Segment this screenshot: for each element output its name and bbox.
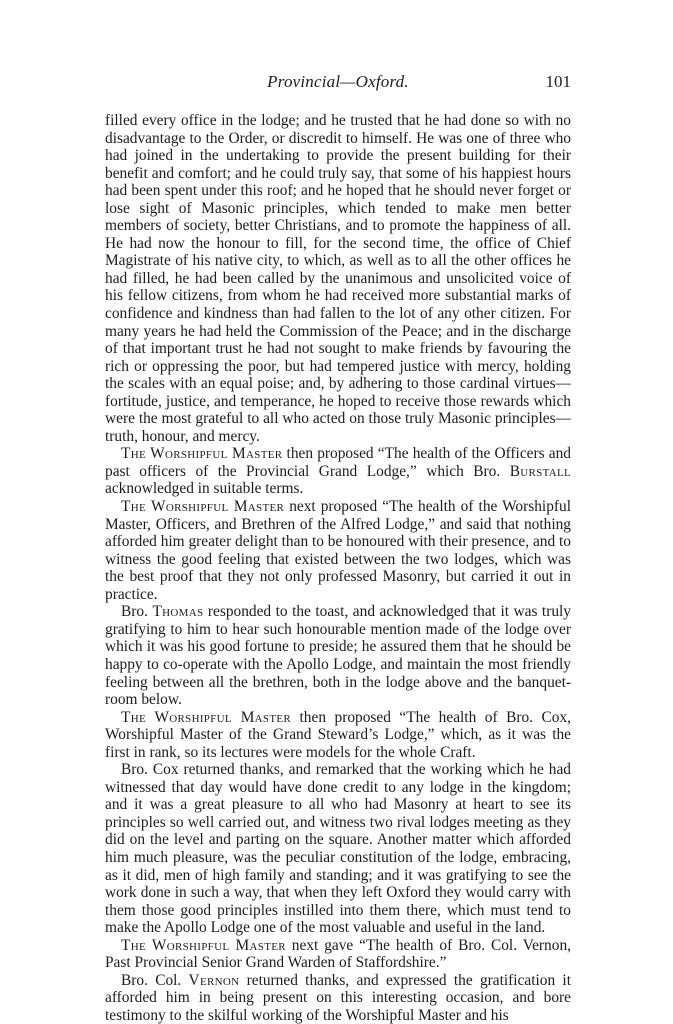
- page-number: 101: [545, 72, 571, 91]
- paragraph-lead: Bro. Col.: [121, 971, 189, 989]
- body-text: [105, 112, 571, 1024]
- paragraph-toast-col-vernon: [105, 937, 571, 972]
- paragraph-text: responded to the toast, and acknowledged that it was truly gratifying to him to hear such honourable mention made of the lodge over which it was his good fortune to preside; he assured them that he should be happy to co-operate with the Apollo Lodge, and maintain the most friendly feeling between all the brethren, both in the lodge above and the banquet-room below.: [105, 603, 571, 709]
- paragraph-vernon-response: [105, 972, 571, 1024]
- speaker-title: The Worshipful Master: [121, 498, 285, 516]
- paragraph-continued-speech: [105, 112, 571, 445]
- paragraph-toast-alfred-lodge: [105, 498, 571, 603]
- speaker-title: The Worshipful Master: [121, 708, 292, 726]
- paragraph-text: returned thanks, and expressed the gratification it afforded him in being present on this interesting occasion, and bore testimony to the skilful working of the Worshipful Master and his: [105, 971, 571, 1024]
- paragraph-text: next proposed “The health of the Worshipful Master, Officers, and Brethren of the Alfred Lodge,” and said that nothing afforded him greater delight than to be honoured with their presence, and to witness the good feeling that existed between the two lodges, which was the best proof that they not only professed Masonry, but carried it out in practice.: [105, 498, 571, 603]
- paragraph-text: then proposed “The health of the Officers and past officers of the Provincial Grand Lodge,” which Bro.: [105, 445, 571, 480]
- running-title: Provincial—Oxford.: [267, 72, 409, 91]
- paragraph-cox-response: [105, 761, 571, 936]
- speaker-title: The Worshipful Master: [121, 936, 286, 954]
- paragraph-toast-provincial-officers: [105, 445, 571, 498]
- paragraph-text: next gave “The health of Bro. Col. Vernon, Past Provincial Senior Grand Warden of Staffordshire.”: [105, 936, 571, 972]
- paragraph-lead: Bro.: [121, 603, 153, 621]
- speaker-name: Thomas: [152, 603, 204, 621]
- paragraph-text: Bro. Cox returned thanks, and remarked that the working which he had witnessed that day would have done credit to any lodge in the kingdom; and it was a great pleasure to all who had Masonry at heart to see its principles so well carried out, and witness two rival lodges meeting as they did on the level and parting on the square. Another matter which afforded him much pleasure, was the peculiar constitution of the lodge, embracing, as it did, men of high family and standing; and it was gratifying to see the work done in such a way, that when they left Oxford they would carry with them those good principles instilled into them there, which must tend to make the Apollo Lodge one of the most valuable and useful in the land.: [105, 761, 571, 937]
- speaker-name: Burstall: [509, 462, 571, 480]
- page-header: [105, 72, 571, 98]
- paragraph-toast-bro-cox: [105, 709, 571, 762]
- paragraph-text: acknowledged in suitable terms.: [105, 480, 304, 498]
- paragraph-thomas-response: [105, 603, 571, 708]
- speaker-title: The Worshipful Master: [121, 445, 283, 463]
- speaker-name: Vernon: [188, 971, 240, 989]
- paragraph-text: then proposed “The health of Bro. Cox, Worshipful Master of the Grand Steward’s Lodge,” which, as it was the first in rank, so its lectures were models for the whole Craft.: [105, 708, 572, 761]
- paragraph-text: filled every office in the lodge; and he trusted that he had done so with no disadvantage to the Order, or discredit to himself. He was one of three who had joined in the undertaking to provide the present building for their benefit and comfort; and he could truly say, that some of his happiest hours had been spent under this roof; and he hoped that he should never forget or lose sight of Masonic principles, which tended to make men better members of society, better Christians, and to promote the happiness of all. He had now the honour to fill, for the second time, the office of Chief Magistrate of his native city, to which, as well as to all the other offices he had filled, he had been called by the unanimous and unsolicited voice of his fellow citizens, from whom he had received more substantial marks of confidence and kindness than had fallen to the lot of any other citizen. For many years he had held the Commission of the Peace; and in the discharge of that important trust he had not sought to make friends by favouring the rich or oppressing the poor, but had tempered justice with mercy, holding the scales with an equal poise; and, by adhering to those cardinal virtues—fortitude, justice, and temperance, he hoped to receive those rewards which were the most grateful to all who acted on those truly Masonic principles—truth, honour, and mercy.: [105, 112, 571, 445]
